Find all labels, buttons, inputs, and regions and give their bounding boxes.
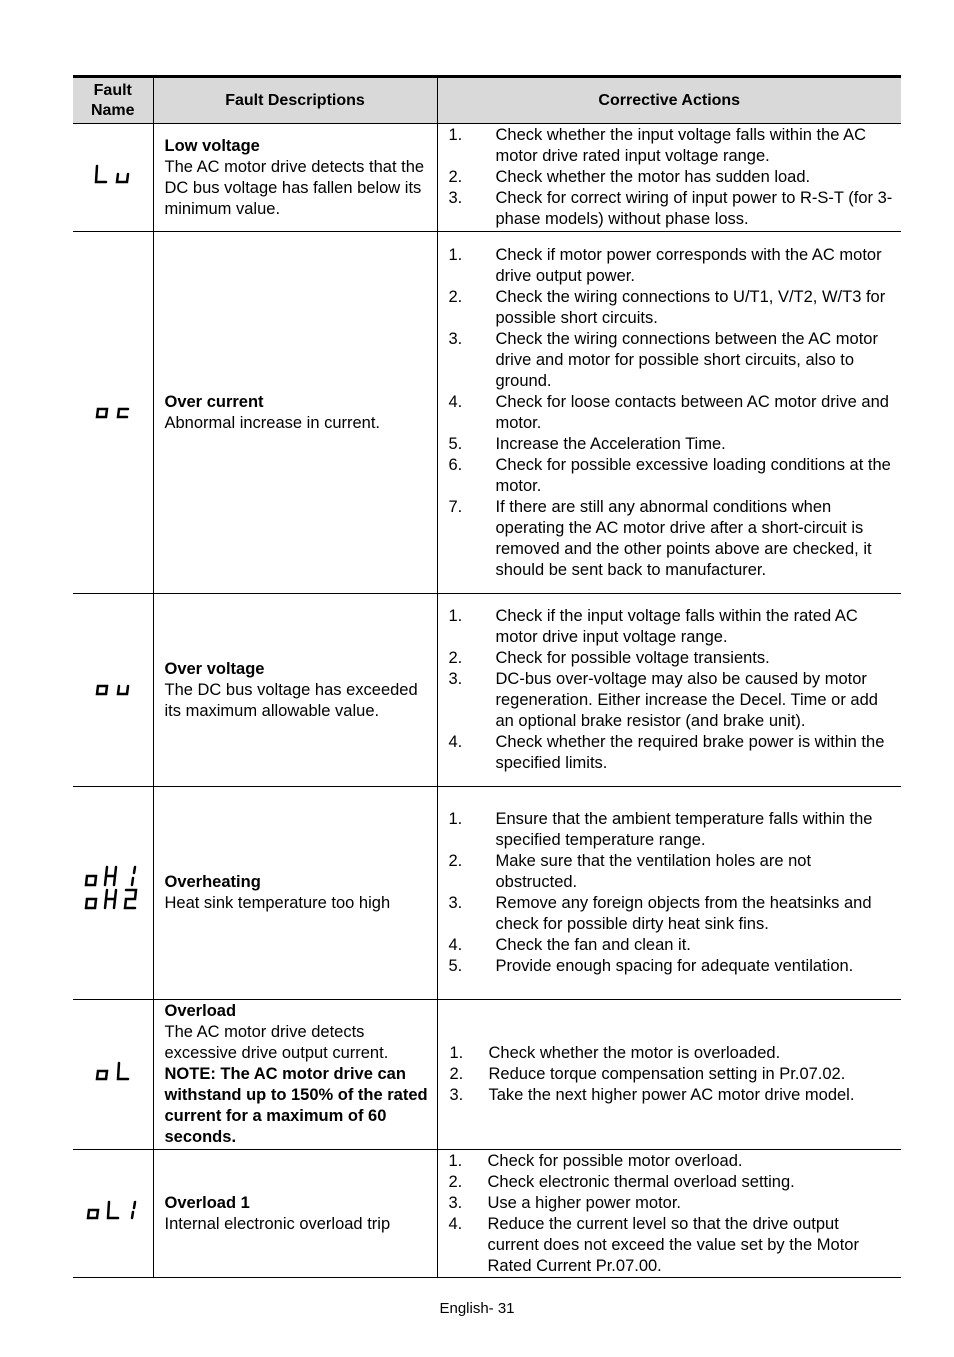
list-item: 4. Check the fan and clean it. xyxy=(448,936,691,954)
list-item: 6. Check for possible excessive loading conditions at the motor. xyxy=(448,455,891,495)
corrective-actions-cell xyxy=(437,232,901,594)
fault-description: The AC motor drive detects that the DC bus voltage has fallen below its minimum value. xyxy=(164,157,425,218)
corrective-actions-cell xyxy=(437,787,901,1000)
fault-description-cell xyxy=(153,124,437,232)
table-row xyxy=(73,232,901,594)
fault-description-cell xyxy=(153,1150,437,1278)
fault-description-cell xyxy=(153,1000,437,1150)
fault-description: Internal electronic overload trip xyxy=(164,1214,391,1233)
corrective-actions-cell xyxy=(437,1000,901,1150)
list-item: 1. Ensure that the ambient temperature falls within the specified temperature range. xyxy=(448,810,873,849)
corrective-actions-cell xyxy=(437,124,901,232)
fault-title: Overheating xyxy=(164,873,261,891)
table-header-row xyxy=(73,77,901,124)
list-item: 1. Check whether the input voltage falls within the AC motor drive rated input voltage range. xyxy=(448,126,867,165)
table-row xyxy=(73,1150,901,1278)
list-item: 3. Use a higher power motor. xyxy=(448,1193,682,1212)
list-item: 3. DC-bus over-voltage may also be caused by motor regeneration. Either increase the Decel. Time or add an optional brake resistor (and brake unit). xyxy=(448,670,878,730)
page-footer: English- 31 xyxy=(439,1300,515,1317)
fault-description-cell xyxy=(153,787,437,1000)
list-item: 3. Check the wiring connections between the AC motor drive and motor for possible short circuits, also to ground. xyxy=(448,329,878,390)
list-item: 3. Remove any foreign objects from the heatsinks and check for possible dirty heat sink fins. xyxy=(448,894,872,933)
list-item: 5. Increase the Acceleration Time. xyxy=(448,434,726,453)
fault-code-cell xyxy=(73,232,153,594)
fault-title: Over current xyxy=(164,392,264,411)
fault-note: NOTE: The AC motor drive can withstand up to 150% of the rated current for a maximum of 60 seconds. xyxy=(164,1065,428,1146)
fault-table xyxy=(73,75,901,1278)
list-item: 1. Check if motor power corresponds with the AC motor drive output power. xyxy=(448,245,882,285)
fault-code-cell xyxy=(73,1150,153,1278)
fault-description: Heat sink temperature too high xyxy=(164,894,391,912)
lu-7segment-icon xyxy=(93,163,133,187)
fault-title: Low voltage xyxy=(164,136,260,155)
header-corrective-actions: Corrective Actions xyxy=(437,77,901,124)
list-item: 2. Check whether the motor has sudden load. xyxy=(448,168,811,186)
fault-description: The DC bus voltage has exceeded its maximum allowable value. xyxy=(164,680,418,720)
fault-title: Over voltage xyxy=(164,659,265,678)
ou-7segment-icon xyxy=(93,675,133,699)
list-item: 3. Check for correct wiring of input power to R-S-T (for 3-phase models) without phase loss. xyxy=(448,189,893,228)
corrective-actions-cell xyxy=(437,1150,901,1278)
list-item: 2. Check the wiring connections to U/T1, V/T2, W/T3 for possible short circuits. xyxy=(448,287,886,327)
list-item: 2. Check for possible voltage transients. xyxy=(448,649,770,667)
fault-description-cell xyxy=(153,594,437,787)
fault-code-cell xyxy=(73,124,153,232)
list-item: 5. Provide enough spacing for adequate ventilation. xyxy=(448,957,854,975)
list-item: 4. Reduce the current level so that the drive output current does not exceed the value set by the Motor Rated Current Pr.07.00. xyxy=(448,1214,859,1275)
oc-7segment-icon xyxy=(93,398,133,422)
header-fault-name: Fault Name xyxy=(73,77,153,124)
corrective-actions-cell xyxy=(437,594,901,787)
ol-7segment-icon xyxy=(93,1060,133,1084)
list-item: 4. Check whether the required brake power is within the specified limits. xyxy=(448,733,885,772)
list-item: 7. If there are still any abnormal conditions when operating the AC motor drive after a short-circuit is removed and the other points above are checked, it should be sent back to manufacturer. xyxy=(448,497,872,579)
list-item: 4. Check for loose contacts between AC motor drive and motor. xyxy=(448,392,889,432)
fault-code-cell xyxy=(73,787,153,1000)
fault-title: Overload xyxy=(164,1002,237,1020)
fault-code-cell xyxy=(73,1000,153,1150)
list-item: 2. Make sure that the ventilation holes are not obstructed. xyxy=(448,852,812,891)
list-item: 3. Take the next higher power AC motor drive model. xyxy=(449,1086,855,1104)
fault-description: Abnormal increase in current. xyxy=(164,413,381,432)
list-item: 2. Reduce torque compensation setting in Pr.07.02. xyxy=(449,1065,846,1083)
fault-description: The AC motor drive detects excessive drive output current. xyxy=(164,1023,389,1062)
list-item: 1. Check if the input voltage falls within the rated AC motor drive input voltage range. xyxy=(448,607,858,646)
oh1-oh2-7segment-icon xyxy=(83,864,143,916)
table-row xyxy=(73,124,901,232)
header-fault-descriptions: Fault Descriptions xyxy=(153,77,437,124)
table-row xyxy=(73,594,901,787)
fault-code-cell xyxy=(73,594,153,787)
ol1-7segment-icon xyxy=(85,1199,141,1223)
list-item: 1. Check for possible motor overload. xyxy=(448,1151,743,1170)
table-row xyxy=(73,1000,901,1150)
table-row xyxy=(73,787,901,1000)
list-item: 1. Check whether the motor is overloaded. xyxy=(449,1044,781,1062)
fault-description-cell xyxy=(153,232,437,594)
list-item: 2. Check electronic thermal overload setting. xyxy=(448,1172,795,1191)
fault-title: Overload 1 xyxy=(164,1193,250,1212)
fault-table-page xyxy=(73,75,901,1278)
